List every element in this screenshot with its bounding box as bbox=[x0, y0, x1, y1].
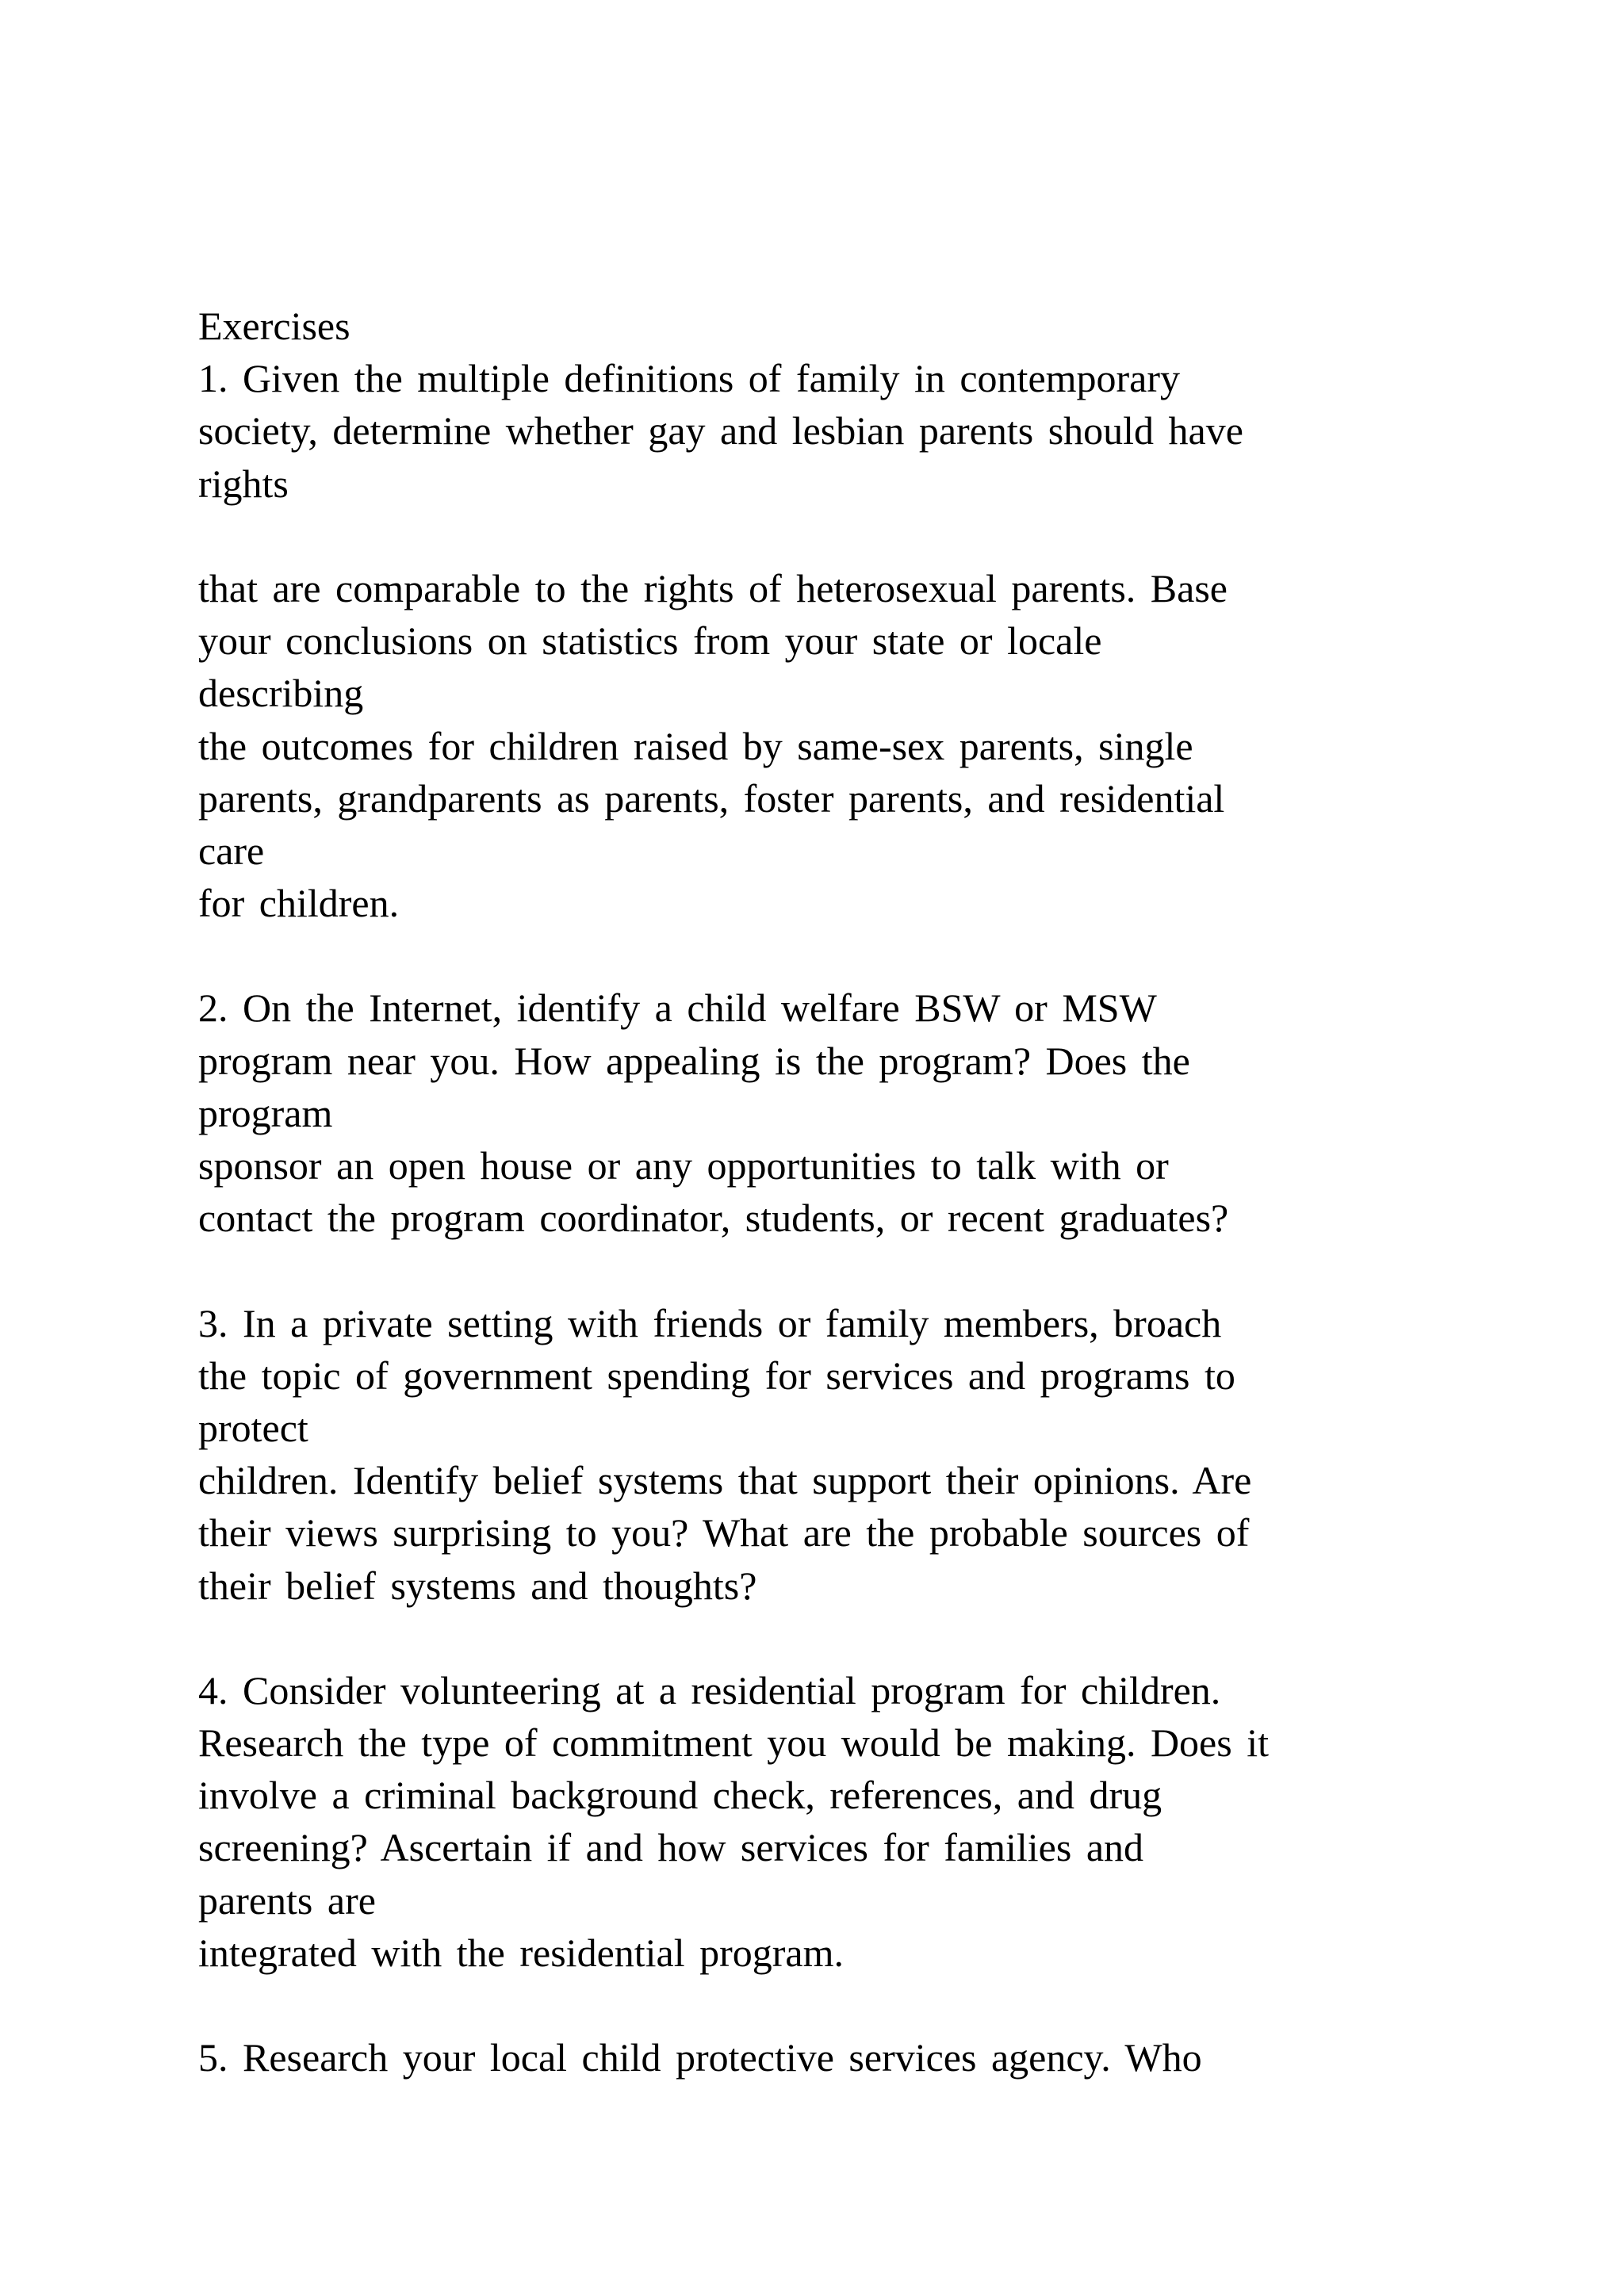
text-line: 3. In a private setting with friends or family members, broach bbox=[198, 1300, 1222, 1345]
text-line: 2. On the Internet, identify a child welfare BSW or MSW bbox=[198, 985, 1157, 1031]
text-line: 5. Research your local child protective services agency. Who bbox=[198, 2035, 1202, 2080]
blank-line bbox=[198, 1244, 1546, 1296]
text-line: their belief systems and thoughts? bbox=[198, 1563, 757, 1608]
text-line: 1. Given the multiple definitions of family in contemporary bbox=[198, 356, 1181, 401]
text-line: sponsor an open house or any opportunities to talk with or bbox=[198, 1143, 1169, 1188]
text-line: that are comparable to the rights of heterosexual parents. Base bbox=[198, 565, 1228, 610]
text-line: parents are bbox=[198, 1877, 376, 1923]
heading-exercises: Exercises bbox=[198, 304, 350, 348]
text-line: the topic of government spending for services and programs to bbox=[198, 1353, 1235, 1398]
text-line: their views surprising to you? What are the probable sources of bbox=[198, 1510, 1250, 1556]
text-line: program bbox=[198, 1090, 333, 1135]
text-line: screening? Ascertain if and how services for families and bbox=[198, 1825, 1144, 1870]
blank-line bbox=[198, 1612, 1546, 1664]
text-line: rights bbox=[198, 461, 289, 506]
text-line: society, determine whether gay and lesbian parents should have bbox=[198, 408, 1243, 453]
text-line: involve a criminal background check, references, and drug bbox=[198, 1773, 1162, 1818]
text-line: program near you. How appealing is the program? Does the bbox=[198, 1038, 1190, 1083]
text-line: 4. Consider volunteering at a residential program for children. bbox=[198, 1667, 1221, 1712]
document-body bbox=[198, 300, 1546, 2084]
text-line: parents, grandparents as parents, foster parents, and residential bbox=[198, 775, 1225, 821]
text-line: integrated with the residential program. bbox=[198, 1930, 845, 1975]
blank-line bbox=[198, 1979, 1546, 2031]
blank-line bbox=[198, 929, 1546, 982]
text-line: contact the program coordinator, students, or recent graduates? bbox=[198, 1196, 1229, 1241]
text-line: for children. bbox=[198, 881, 400, 926]
text-line: protect bbox=[198, 1405, 308, 1450]
text-line: care bbox=[198, 828, 265, 873]
blank-line bbox=[198, 510, 1546, 562]
text-line: children. Identify belief systems that support their opinions. Are bbox=[198, 1458, 1252, 1503]
text-line: the outcomes for children raised by same-sex parents, single bbox=[198, 723, 1193, 768]
text-line: your conclusions on statistics from your state or locale bbox=[198, 618, 1102, 664]
text-line: describing bbox=[198, 671, 364, 716]
text-line: Research the type of commitment you would be making. Does it bbox=[198, 1720, 1269, 1766]
